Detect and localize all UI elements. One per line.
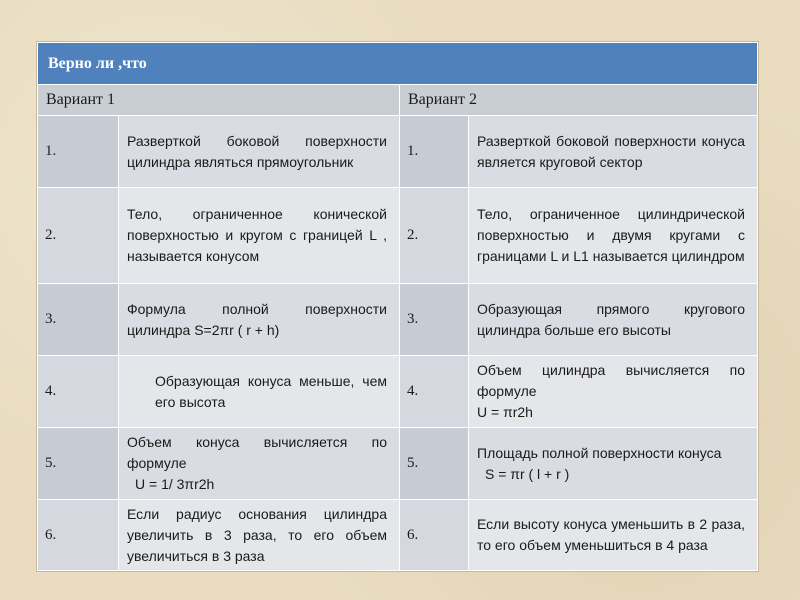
- table-row: [38, 116, 758, 188]
- table-row: [38, 500, 758, 571]
- table-row: [38, 284, 758, 356]
- statement-text: Если радиус основания цилиндра увеличить в 3 раза, то его объем увеличиться в 3 раза: [119, 500, 400, 571]
- table-row: [38, 188, 758, 284]
- row-number: 4.: [400, 356, 469, 428]
- statement-text: Разверткой боковой поверхности конуса является круговой сектор: [469, 116, 758, 188]
- statement-text: Если высоту конуса уменьшить в 2 раза, то его объем уменьшиться в 4 раза: [469, 500, 758, 571]
- statement-text-line: Объем цилиндра вычисляется по формуле: [477, 362, 745, 399]
- row-number: 6.: [38, 500, 119, 571]
- row-number: 1.: [38, 116, 119, 188]
- statement-text: Тело, ограниченное цилиндрической поверхностью и двумя кругами с границами L и L1 называется цилиндром: [469, 188, 758, 284]
- statement-text: [469, 356, 758, 428]
- row-number: 1.: [400, 116, 469, 188]
- variant-2-header: Вариант 2: [400, 85, 758, 116]
- row-number: 2.: [38, 188, 119, 284]
- table-title: Верно ли ,что: [38, 43, 758, 85]
- statement-text-line: Площадь полной поверхности конуса: [477, 444, 722, 461]
- formula-text: U = 1/ 3πr2h: [135, 476, 215, 492]
- row-number: 5.: [38, 428, 119, 500]
- row-number: 6.: [400, 500, 469, 571]
- formula-text: U = πr2h: [477, 404, 533, 420]
- true-false-table: [37, 42, 758, 571]
- formula-text: S = πr ( l + r ): [485, 465, 570, 482]
- statement-text-line: Объем конуса вычисляется по формуле: [127, 434, 387, 471]
- statement-text: Формула полной поверхности цилиндра S=2πr ( r + h): [119, 284, 400, 356]
- row-number: 4.: [38, 356, 119, 428]
- statement-text: [119, 356, 400, 428]
- row-number: 3.: [400, 284, 469, 356]
- true-false-table-frame: [36, 41, 759, 572]
- statement-text: Тело, ограниченное конической поверхностью и кругом с границей L , называется конусом: [119, 188, 400, 284]
- table-row: [38, 428, 758, 500]
- statement-text-line: Образующая конуса меньше, чем его высота: [155, 372, 387, 410]
- row-number: 5.: [400, 428, 469, 500]
- statement-text: [469, 428, 758, 500]
- table-row: [38, 356, 758, 428]
- variant-header-row: [38, 85, 758, 116]
- statement-text: Разверткой боковой поверхности цилиндра являться прямоугольник: [119, 116, 400, 188]
- table-title-row: [38, 43, 758, 85]
- row-number: 3.: [38, 284, 119, 356]
- statement-text: [119, 428, 400, 500]
- statement-text: Образующая прямого кругового цилиндра больше его высоты: [469, 284, 758, 356]
- row-number: 2.: [400, 188, 469, 284]
- variant-1-header: Вариант 1: [38, 85, 400, 116]
